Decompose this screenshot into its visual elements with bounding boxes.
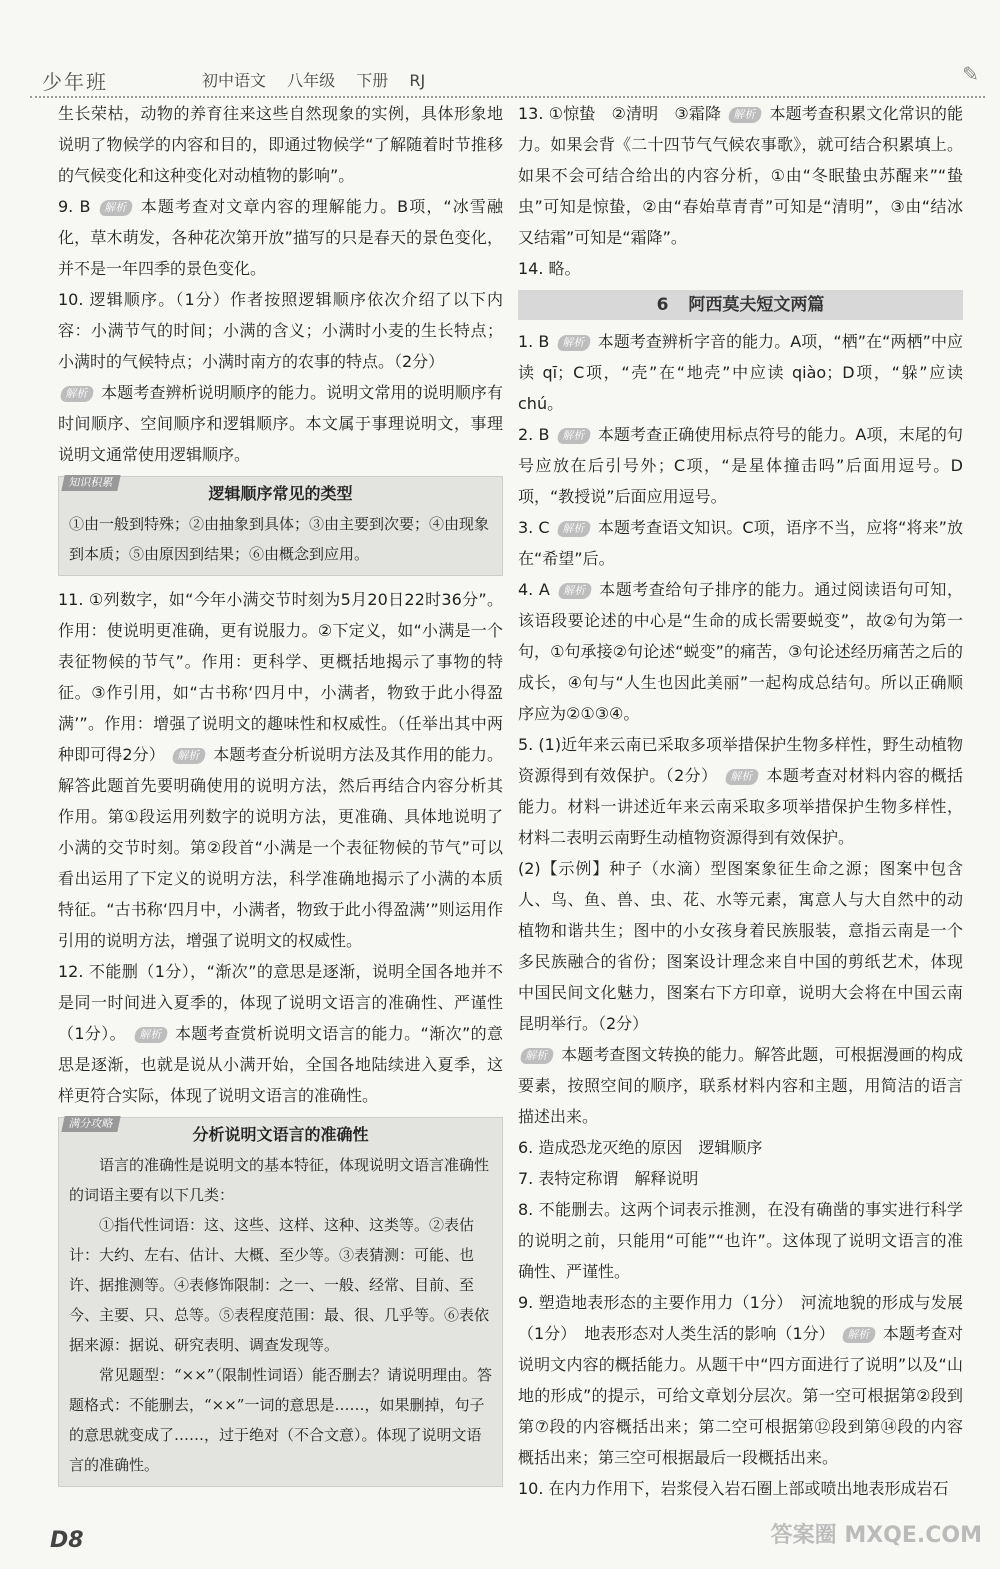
analysis-tag: 解析 [98, 200, 133, 216]
answer-13: 13. ①惊蛰 ②清明 ③霜降 解析 本题考查积累文化常识的能力。如果会背《二十四节气气候农事歌》，就可结合积累填上。如果不会可结合给出的内容分析，①由“冬眠蛰虫苏醒来”“蛰虫”可知是惊蛰，②由“春始草青青”可知是“清明”，③由“结冰又结霜”可知是“霜降”。 [518, 104, 963, 247]
answer-continued: 生长荣枯，动物的养育往来这些自然现象的实例，具体形象地说明了物候学的内容和目的，即通过物候学“了解随着时节推移的气候变化和这种变化对动植物的影响”。 [58, 104, 503, 185]
edition: RJ [409, 71, 426, 90]
section-header [518, 290, 963, 320]
answer-9: 9. B 解析 本题考查对文章内容的理解能力。B项，“冰雪融化，草木萌发，各种花次第开放”描写的只是春天的景色变化，并不是一年四季的景色变化。 [58, 197, 503, 278]
analysis-tag: 解析 [133, 1027, 168, 1043]
box-body-1: 语言的准确性是说明文的基本特征，体现说明文语言准确性的词语主要有以下几类： [69, 1156, 490, 1204]
answer-14: 14. 略。 [518, 259, 581, 278]
box-body: ①由一般到特殊；②由抽象到具体；③由主要到次要；④由现象到本质；⑤由原因到结果；⑥由概念到应用。 [69, 515, 490, 563]
answer-11: 11. ①列数字，如“今年小满交节时刻为5月20日22时36分”。作用：使说明更准确，更有说服力。②下定义，如“小满是一个表征物候的节气”。作用：更科学、更概括地揭示了事物的特征。③作引用，如“古书称‘四月中，小满者，物致于此小得盈满’”。作用：增强了说明文的趣味性和权威性。（任举出其中两种即可得2分） 解析 本题考查分析说明方法及其作用的能力。解答此题首先要明确使用的说明方法，然后再结合内容分析其作用。第①段运用列数字的说明方法，更准确、具体地说明了小满的交节时刻。第②段首“小满是一个表征物候的节气”可以看出运用了下定义的说明方法，科学准确地揭示了小满的本质特征。“古书称‘四月中，小满者，物致于此小得盈满’”则运用作引用的说明方法，增强了说明文的权威性。 [58, 590, 503, 950]
right-column [518, 98, 963, 1504]
analysis-tag: 解析 [556, 428, 591, 444]
answer-s8: 8. 不能删去。这两个词表示推测，在没有确凿的事实进行科学的说明之前，只能用“可能”“也许”。这体现了说明文语言的准确性、严谨性。 [518, 1200, 963, 1281]
watermark: 答案圈 MXQE.COM [770, 1523, 982, 1548]
answer-s2: 2. B 解析 本题考查正确使用标点符号的能力。A项，末尾的句号应放在后引号外；C项，“是星体撞击吗”后面用逗号。D项，“教授说”后面应用逗号。 [518, 425, 963, 506]
answer-s10: 10. 在内力作用下，岩浆侵入岩石圈上部或喷出地表形成岩石 [518, 1479, 949, 1498]
box-body-3: 常见题型：“××”（限制性词语）能否删去？请说明理由。答题格式：不能删去，“××”一词的意思是……，如果删掉，句子的意思就变成了……，过于绝对（不合文意）。体现了说明文语言的准确性。 [69, 1366, 492, 1474]
box-title: 逻辑顺序常见的类型 [208, 484, 353, 503]
left-column [58, 98, 503, 1495]
answer-s9: 9. 塑造地表形态的主要作用力（1分） 河流地貌的形成与发展（1分） 地表形态对人类生活的影响（1分） 解析 本题考查对说明文内容的概括能力。从题干中“四方面进行了说明”以及“山地的形成”的提示，可给文章划分层次。第一空可根据第②段到第⑦段的内容概括出来；第二空可根据第⑫段到第⑭段的内容概括出来；第三空可根据最后一段概括出来。 [518, 1293, 963, 1467]
analysis-tag: 解析 [841, 1327, 876, 1343]
section-title: 阿西莫夫短文两篇 [688, 295, 825, 315]
answer-s6: 6. 造成恐龙灭绝的原因 逻辑顺序 [518, 1138, 763, 1157]
strategy-box [58, 1117, 503, 1487]
answer-s3: 3. C 解析 本题考查语文知识。C项，语序不当，应将“将来”放在“希望”后。 [518, 518, 963, 568]
answer-s4: 4. A 解析 本题考查给句子排序的能力。通过阅读语句可知，该语段要论述的中心是“生命的成长需要蜕变”，故②句为第一句，①句承接②句论述“蜕变”的痛苦，③句论述经历痛苦之后的成长，④句与“人生也因此美丽”一起构成总结句。所以正确顺序应为②①③④。 [518, 580, 963, 723]
answer-12: 12. 不能删（1分），“渐次”的意思是逐渐，说明全国各地并不是同一时间进入夏季的，体现了说明文语言的准确性、严谨性（1分）。 解析 本题考查赏析说明文语言的能力。“渐次”的意思是逐渐，也就是说从小满开始，全国各地陆续进入夏季，这样更符合实际，体现了说明文语言的准确性。 [58, 962, 503, 1105]
box-tag: 满分攻略 [61, 1116, 120, 1132]
grade: 八年级 [287, 71, 336, 90]
analysis-tag: 解析 [556, 335, 591, 351]
analysis-tag: 解析 [728, 107, 763, 123]
page-header [30, 62, 985, 98]
answer-s5: 5. (1)近年来云南已采取多项举措保护生物多样性，野生动植物资源得到有效保护。（2分） 解析 本题考查对材料内容的概括能力。材料一讲述近年来云南采取多项举措保护生物多样性，材料二表明云南野生动植物资源得到有效保护。 (2)【示例】种子（水滴）型图案象征生命之源；图案中包含人、鸟、鱼、兽、虫、花、水等元素，寓意人与大自然中的动植物和谐共生；图中的小女孩身着民族服装，意指云南是一个多民族融合的省份；图案设计理念来自中国的剪纸艺术，体现中国民间文化魅力，图案右下方印章，说明大会将在中国云南昆明举行。（2分） 解析 本题考查图文转换的能力。解答此题，可根据漫画的构成要素，按照空间的顺序，联系材料内容和主题，用简洁的语言描述出来。 [518, 735, 963, 1126]
decoration-icon: ✎ [962, 62, 979, 86]
analysis-tag: 解析 [171, 748, 206, 764]
answer-s1: 1. B 解析 本题考查辨析字音的能力。A项，“栖”在“两栖”中应读 qī；C项，“壳”在“地壳”中应读 qiào；D项，“躲”应读 chú。 [518, 332, 963, 413]
answer-s7: 7. 表特定称谓 解释说明 [518, 1169, 699, 1188]
knowledge-box [58, 476, 503, 576]
analysis-tag: 解析 [724, 769, 759, 785]
volume: 下册 [356, 71, 389, 90]
analysis-tag: 解析 [557, 583, 592, 599]
brand-logo: 少年班 [42, 70, 108, 94]
box-body-2: ①指代性词语：这、这些、这样、这种、这类等。②表估计：大约、左右、估计、大概、至少等。③表猜测：可能、也许、据推测等。④表修饰限制：之一、一般、经常、目前、至今、主要、只、总等。⑤表程度范围：最、很、几乎等。⑥表依据来源：据说、研究表明、调查发现等。 [69, 1216, 490, 1354]
box-title: 分析说明文语言的准确性 [192, 1125, 369, 1144]
section-number: 6 [656, 295, 669, 315]
answer-10: 10. 逻辑顺序。（1分）作者按照逻辑顺序依次介绍了以下内容：小满节气的时间；小满的含义；小满时小麦的生长特点；小满时的气候特点；小满时南方的农事的特点。（2分） 解析 本题考查辨析说明顺序的能力。说明文常用的说明顺序有时间顺序、空间顺序和逻辑顺序。本文属于事理说明文，事理说明文通常使用逻辑顺序。 [58, 290, 503, 464]
page-number: D8 [50, 1528, 84, 1553]
analysis-tag: 解析 [59, 386, 94, 402]
analysis-tag: 解析 [519, 1048, 554, 1064]
subject: 初中语文 [202, 71, 267, 90]
analysis-tag: 解析 [556, 521, 591, 537]
book-info [202, 68, 425, 91]
box-tag: 知识积累 [61, 475, 120, 491]
